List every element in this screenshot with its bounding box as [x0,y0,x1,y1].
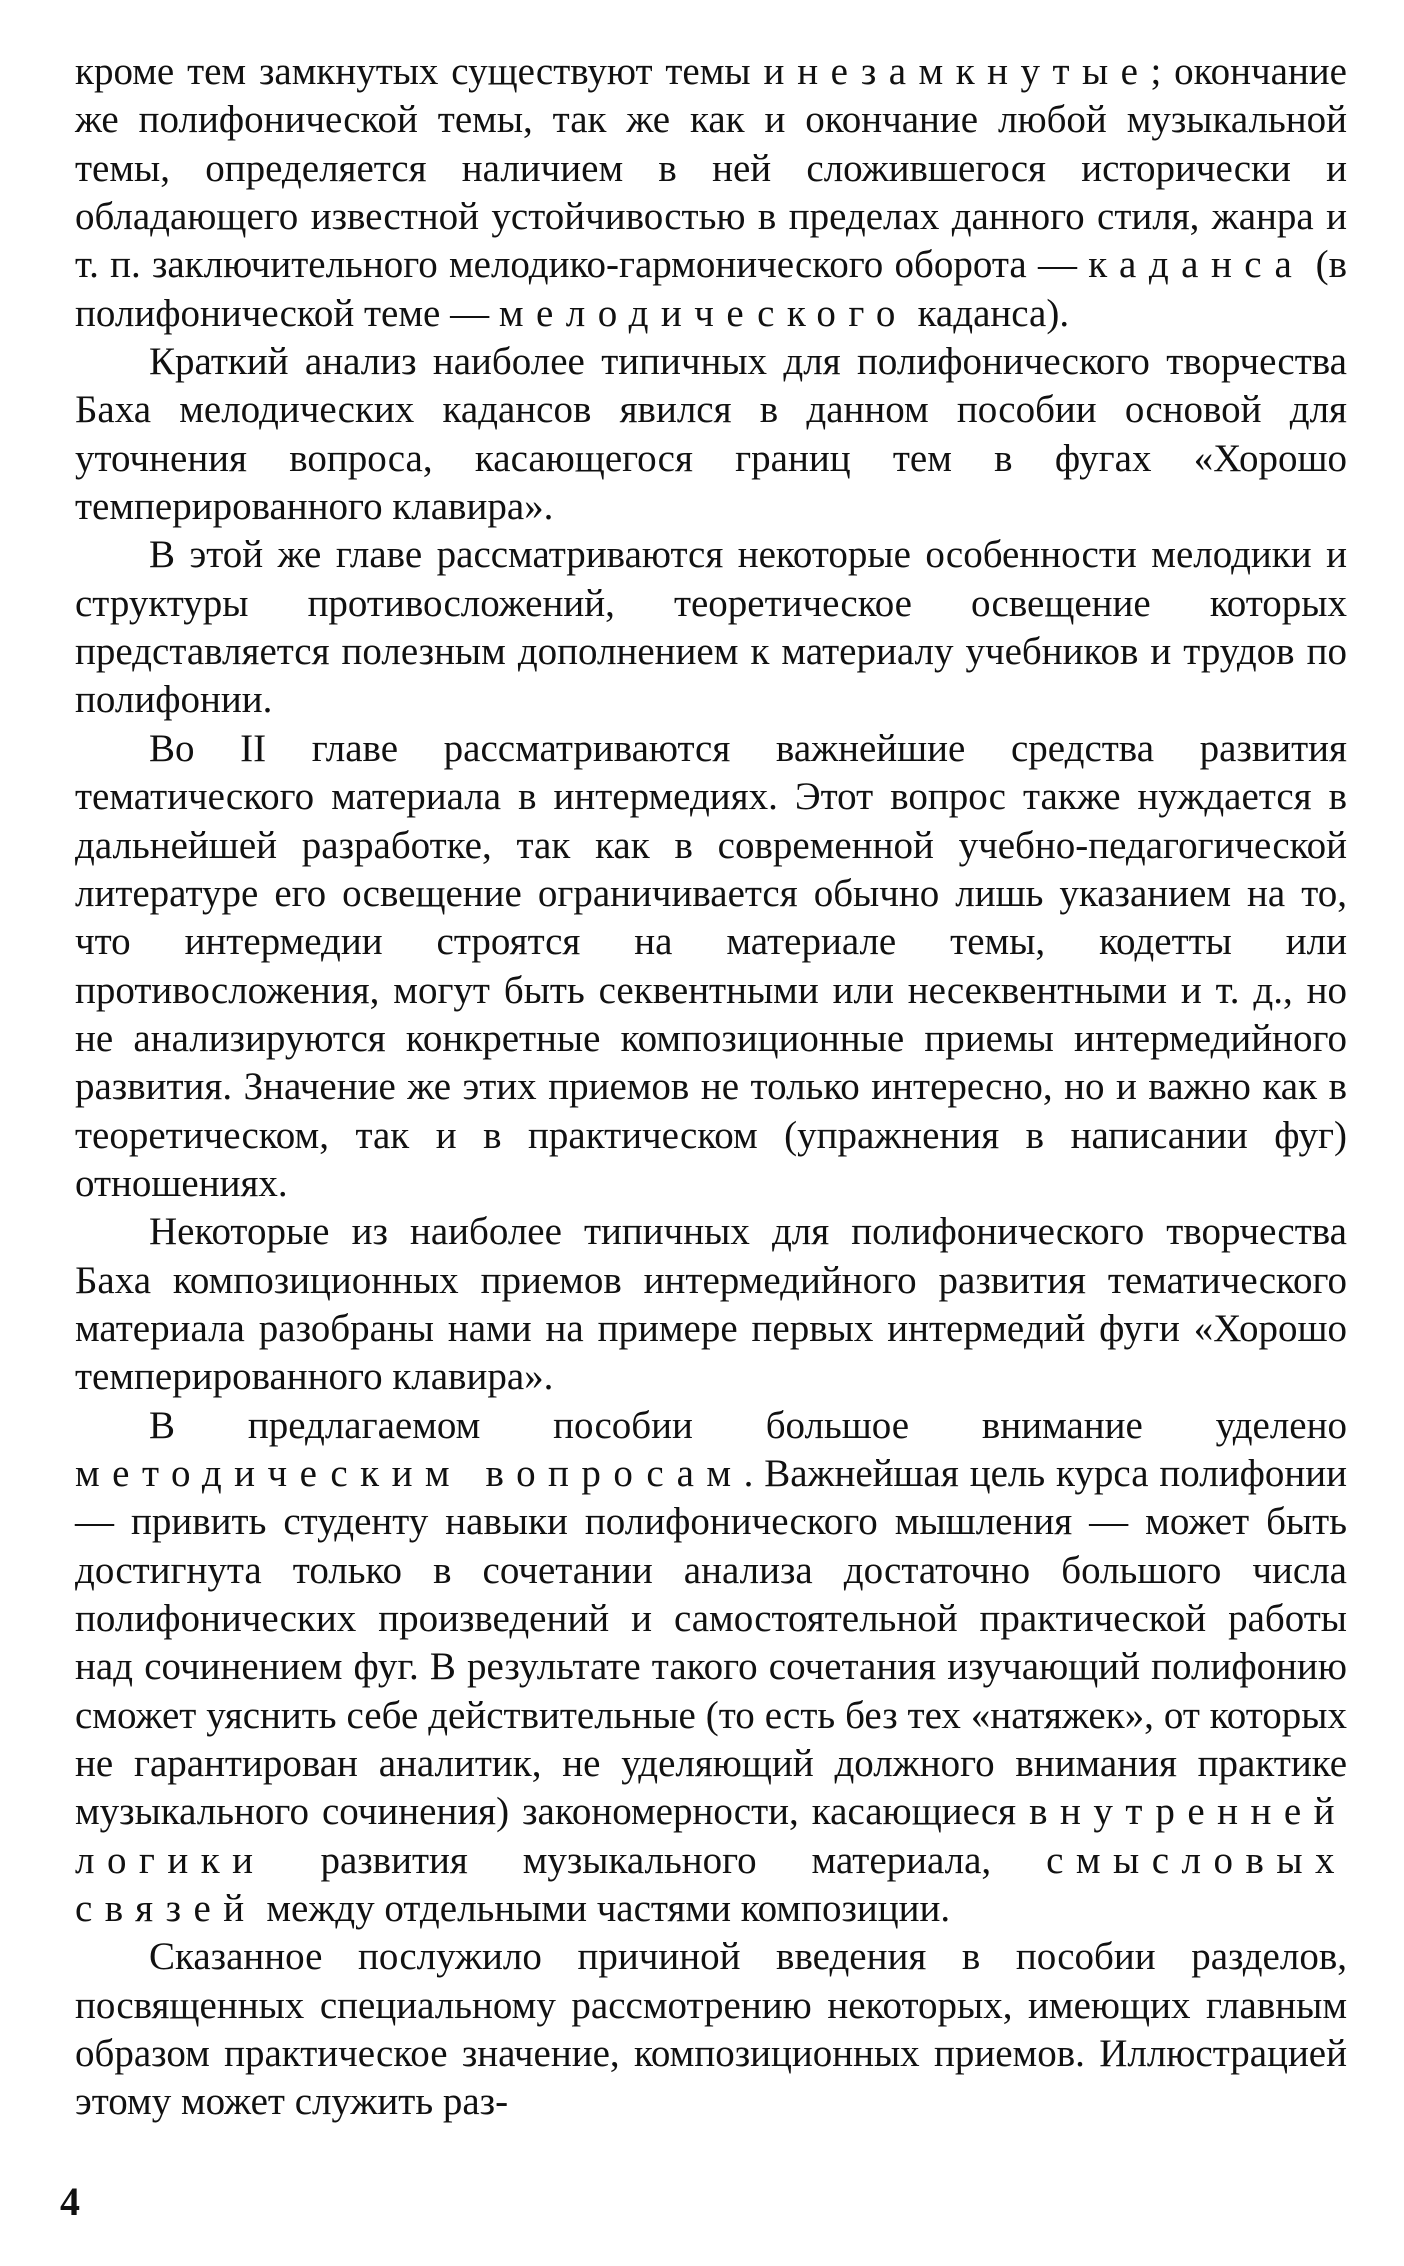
page-text-block [75,48,1347,2218]
paragraph-1-part-3: (в полифонической теме — [75,243,1348,335]
paragraph-5: Некоторые из наиболее типичных для полифонического творчества Баха композиционных приемов интермедийного развития тематического материала разобраны нами на примере первых интермедий фуги «Хорошо темперированного клавира». [75,1210,1347,1399]
paragraph-6-spaced-term-2: внутренней логики [75,1790,1347,1882]
page-number: 4 [60,2179,80,2224]
paragraph-6-part-4: между отдельными частями композиции. [256,1887,951,1931]
paragraph-1-spaced-term-1: незамкнутые [797,50,1151,93]
paragraph-7: Сказанное послужило причиной введения в пособии разделов, посвященных специальному рассмотрению некоторых, имеющих главным образом практическое значение, композиционных приемов. Иллюстрацией этому может служить раз- [75,1935,1347,2124]
paragraph-2: Краткий анализ наиболее типичных для полифонического творчества Баха мелодических кадансов явился в данном пособии основой для уточнения вопроса, касающегося границ тем в фугах «Хорошо темперированного клавира». [75,340,1347,529]
paragraph-6-spaced-term-3: смысловых связей [75,1838,1347,1931]
paragraph-1-part-4: каданса). [907,291,1070,335]
paragraph-6-spaced-term-1: методическим вопросам [75,1451,744,1495]
paragraph-1-part-2: ; окончание же полифонической темы, так же как и окончание любой музыкальной темы, определяется наличием в ней сложившегося исторически и обладающего известной устойчивостью в пределах данного стиля, жанра и т. п. заключительного мелодико-гармонического оборота — [75,50,1347,287]
paragraph-1 [75,48,1347,338]
paragraph-4: Во II главе рассматриваются важнейшие средства развития тематического материала в интермедиях. Этот вопрос также нуждается в дальнейшей разработке, так как в современной учебно-педагогической литературе его освещение ограничивается обычно лишь указанием на то, что интермедии строятся на материале темы, кодетты или противосложения, могут быть секвентными или несеквентными и т. д., но не анализируются конкретные композиционные приемы интермедийного развития. Значение же этих приемов не только интересно, но и важно как в теоретическом, так и в практическом (упражнения в написании фуг) отношениях. [75,726,1347,1205]
paragraph-6 [75,1402,1347,1934]
paragraph-1-part-1: кроме тем замкнутых существуют темы и [75,50,798,93]
paragraph-6-part-1: В предлагаемом пособии большое внимание уделено [149,1403,1347,1447]
paragraph-6-part-2: . Важнейшая цель курса полифонии — привить студенту навыки полифонического мышления — может быть достигнута только в сочетании анализа достаточно большого числа полифонических произведений и самостоятельной практической работы над сочинением фуг. В результате такого сочетания изучающий полифонию сможет уяснить себе действительные (то есть без тех «натяжек», от которых не гарантирован аналитик, не уделяющий должного внимания практике музыкального сочинения) закономерности, касающиеся [75,1451,1347,1834]
paragraph-3: В этой же главе рассматриваются некоторые особенности мелодики и структуры противосложений, теоретическое освещение которых представляется полезным дополнением к материалу учебников и трудов по полифонии. [75,533,1347,722]
paragraph-1-spaced-term-3: мелодического [498,291,908,335]
paragraph-1-spaced-term-2: каданса [1088,243,1305,287]
paragraph-6-part-3: развития музыкального материала, [265,1838,1047,1882]
